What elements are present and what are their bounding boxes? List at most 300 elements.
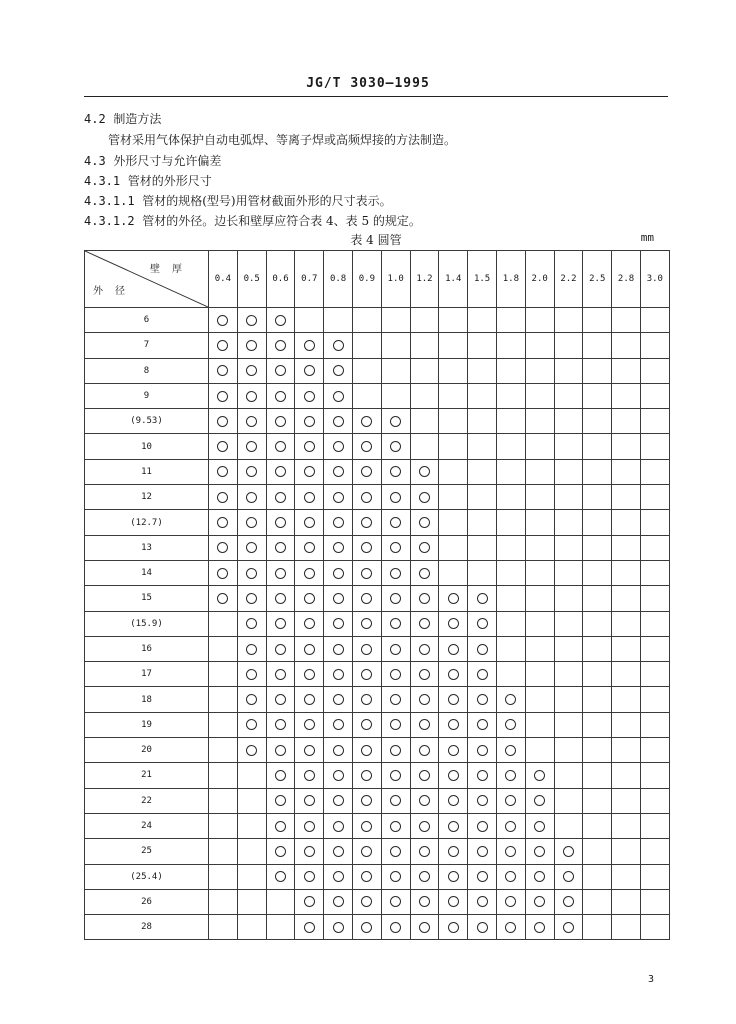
- spec-cell: [468, 662, 497, 687]
- spec-cell: [640, 687, 669, 712]
- available-size-mark: [246, 315, 257, 326]
- spec-cell: [324, 510, 353, 535]
- spec-cell: [352, 510, 381, 535]
- thickness-header: 2.0: [525, 251, 554, 308]
- spec-cell: [410, 662, 439, 687]
- available-size-mark: [333, 618, 344, 629]
- spec-cell: [209, 763, 238, 788]
- spec-cell: [468, 485, 497, 510]
- available-size-mark: [304, 719, 315, 730]
- available-size-mark: [333, 922, 344, 933]
- spec-cell: [525, 662, 554, 687]
- spec-cell: [209, 738, 238, 763]
- available-size-mark: [361, 593, 372, 604]
- available-size-mark: [477, 871, 488, 882]
- available-size-mark: [217, 416, 228, 427]
- spec-cell: [410, 636, 439, 661]
- thickness-header: 0.8: [324, 251, 353, 308]
- spec-cell: [324, 712, 353, 737]
- spec-cell: [439, 333, 468, 358]
- spec-cell: [237, 662, 266, 687]
- spec-cell: [554, 434, 583, 459]
- manufacturing-paragraph: [108, 131, 456, 148]
- thickness-header: 1.8: [496, 251, 525, 308]
- available-size-mark: [275, 618, 286, 629]
- spec-cell: [496, 712, 525, 737]
- spec-cell: [496, 636, 525, 661]
- available-size-mark: [390, 593, 401, 604]
- outer-diameter-cell: (15.9): [85, 611, 209, 636]
- spec-cell: [640, 813, 669, 838]
- spec-cell: [439, 712, 468, 737]
- outer-diameter-cell: 9: [85, 383, 209, 408]
- section-text: 管材的外径。边长和壁厚应符合表 4、表 5 的规定。: [142, 214, 421, 228]
- available-size-mark: [390, 644, 401, 655]
- spec-cell: [352, 358, 381, 383]
- section-4-3-1-2: [84, 212, 421, 229]
- spec-cell: [324, 839, 353, 864]
- spec-cell: [410, 763, 439, 788]
- spec-cell: [209, 535, 238, 560]
- available-size-mark: [217, 365, 228, 376]
- spec-cell: [525, 636, 554, 661]
- spec-cell: [554, 839, 583, 864]
- outer-diameter-cell: 26: [85, 889, 209, 914]
- spec-cell: [295, 586, 324, 611]
- spec-cell: [237, 535, 266, 560]
- available-size-mark: [419, 719, 430, 730]
- available-size-mark: [448, 770, 459, 781]
- spec-cell: [468, 409, 497, 434]
- spec-cell: [209, 687, 238, 712]
- table-row: [85, 485, 670, 510]
- table-row: [85, 560, 670, 585]
- available-size-mark: [304, 416, 315, 427]
- spec-cell: [410, 687, 439, 712]
- spec-cell: [640, 308, 669, 333]
- spec-cell: [410, 308, 439, 333]
- available-size-mark: [419, 618, 430, 629]
- spec-cell: [324, 333, 353, 358]
- spec-cell: [554, 535, 583, 560]
- spec-cell: [640, 763, 669, 788]
- spec-cell: [295, 813, 324, 838]
- available-size-mark: [275, 593, 286, 604]
- available-size-mark: [333, 871, 344, 882]
- spec-cell: [381, 915, 410, 940]
- spec-cell: [352, 738, 381, 763]
- spec-cell: [496, 333, 525, 358]
- spec-cell: [583, 358, 612, 383]
- available-size-mark: [534, 871, 545, 882]
- spec-cell: [496, 763, 525, 788]
- wall-thickness-label: 壁厚: [150, 264, 194, 275]
- spec-cell: [352, 662, 381, 687]
- spec-cell: [583, 738, 612, 763]
- available-size-mark: [448, 922, 459, 933]
- spec-cell: [554, 611, 583, 636]
- spec-cell: [439, 636, 468, 661]
- spec-cell: [439, 434, 468, 459]
- spec-cell: [583, 763, 612, 788]
- spec-cell: [468, 434, 497, 459]
- spec-cell: [381, 687, 410, 712]
- available-size-mark: [505, 846, 516, 857]
- table-row: [85, 535, 670, 560]
- available-size-mark: [275, 568, 286, 579]
- available-size-mark: [275, 821, 286, 832]
- spec-cell: [640, 712, 669, 737]
- spec-cell: [237, 586, 266, 611]
- table-body: [85, 308, 670, 940]
- spec-cell: [381, 333, 410, 358]
- available-size-mark: [304, 492, 315, 503]
- spec-cell: [381, 560, 410, 585]
- available-size-mark: [505, 922, 516, 933]
- spec-cell: [352, 383, 381, 408]
- table-caption: 表 4 圆管: [350, 233, 402, 247]
- table-row: [85, 434, 670, 459]
- spec-cell: [410, 788, 439, 813]
- spec-cell: [612, 611, 641, 636]
- available-size-mark: [505, 821, 516, 832]
- available-size-mark: [390, 542, 401, 553]
- available-size-mark: [390, 694, 401, 705]
- spec-cell: [295, 611, 324, 636]
- spec-cell: [237, 383, 266, 408]
- spec-cell: [640, 409, 669, 434]
- spec-cell: [352, 788, 381, 813]
- spec-cell: [352, 535, 381, 560]
- spec-cell: [612, 763, 641, 788]
- available-size-mark: [304, 871, 315, 882]
- spec-cell: [381, 459, 410, 484]
- spec-cell: [439, 459, 468, 484]
- spec-cell: [410, 813, 439, 838]
- available-size-mark: [333, 365, 344, 376]
- available-size-mark: [477, 593, 488, 604]
- thickness-header: 1.0: [381, 251, 410, 308]
- available-size-mark: [275, 871, 286, 882]
- spec-cell: [237, 864, 266, 889]
- available-size-mark: [390, 795, 401, 806]
- spec-cell: [237, 510, 266, 535]
- available-size-mark: [419, 795, 430, 806]
- available-size-mark: [477, 896, 488, 907]
- spec-cell: [381, 611, 410, 636]
- table-row: [85, 813, 670, 838]
- spec-cell: [352, 459, 381, 484]
- spec-cell: [583, 434, 612, 459]
- available-size-mark: [505, 719, 516, 730]
- available-size-mark: [333, 391, 344, 402]
- spec-cell: [266, 611, 295, 636]
- section-text: 制造方法: [113, 112, 162, 126]
- spec-cell: [237, 839, 266, 864]
- spec-cell: [439, 788, 468, 813]
- available-size-mark: [390, 416, 401, 427]
- spec-cell: [266, 788, 295, 813]
- spec-cell: [295, 510, 324, 535]
- spec-cell: [410, 383, 439, 408]
- spec-cell: [324, 485, 353, 510]
- available-size-mark: [246, 644, 257, 655]
- available-size-mark: [361, 846, 372, 857]
- spec-cell: [583, 788, 612, 813]
- spec-cell: [237, 889, 266, 914]
- section-4-3: [84, 152, 221, 169]
- available-size-mark: [448, 694, 459, 705]
- spec-cell: [439, 611, 468, 636]
- available-size-mark: [563, 846, 574, 857]
- spec-cell: [410, 434, 439, 459]
- spec-cell: [381, 636, 410, 661]
- spec-cell: [496, 510, 525, 535]
- table-row: [85, 586, 670, 611]
- table-row: [85, 687, 670, 712]
- spec-cell: [237, 409, 266, 434]
- available-size-mark: [390, 568, 401, 579]
- spec-cell: [295, 763, 324, 788]
- available-size-mark: [361, 821, 372, 832]
- available-size-mark: [275, 365, 286, 376]
- spec-cell: [410, 915, 439, 940]
- spec-cell: [583, 864, 612, 889]
- available-size-mark: [275, 745, 286, 756]
- spec-cell: [612, 358, 641, 383]
- available-size-mark: [361, 542, 372, 553]
- available-size-mark: [333, 416, 344, 427]
- spec-cell: [352, 712, 381, 737]
- available-size-mark: [390, 745, 401, 756]
- spec-cell: [525, 485, 554, 510]
- outer-diameter-cell: (12.7): [85, 510, 209, 535]
- table-row: [85, 409, 670, 434]
- available-size-mark: [246, 492, 257, 503]
- available-size-mark: [448, 846, 459, 857]
- spec-cell: [324, 611, 353, 636]
- available-size-mark: [361, 896, 372, 907]
- spec-cell: [468, 763, 497, 788]
- spec-cell: [496, 409, 525, 434]
- spec-cell: [237, 485, 266, 510]
- section-4-2: [84, 110, 161, 127]
- available-size-mark: [246, 466, 257, 477]
- spec-cell: [439, 383, 468, 408]
- spec-cell: [468, 813, 497, 838]
- available-size-mark: [304, 441, 315, 452]
- spec-cell: [352, 434, 381, 459]
- spec-cell: [352, 636, 381, 661]
- spec-cell: [237, 560, 266, 585]
- spec-cell: [554, 813, 583, 838]
- available-size-mark: [419, 694, 430, 705]
- thickness-header: 0.5: [237, 251, 266, 308]
- spec-cell: [525, 813, 554, 838]
- spec-cell: [352, 915, 381, 940]
- spec-cell: [612, 409, 641, 434]
- spec-cell: [209, 459, 238, 484]
- available-size-mark: [419, 821, 430, 832]
- spec-cell: [583, 687, 612, 712]
- available-size-mark: [505, 896, 516, 907]
- spec-cell: [554, 485, 583, 510]
- available-size-mark: [246, 340, 257, 351]
- available-size-mark: [246, 568, 257, 579]
- spec-cell: [209, 485, 238, 510]
- spec-cell: [439, 510, 468, 535]
- spec-cell: [209, 839, 238, 864]
- spec-cell: [410, 459, 439, 484]
- spec-cell: [381, 510, 410, 535]
- spec-cell: [640, 889, 669, 914]
- spec-cell: [612, 788, 641, 813]
- available-size-mark: [246, 542, 257, 553]
- available-size-mark: [448, 719, 459, 730]
- available-size-mark: [275, 466, 286, 477]
- spec-cell: [381, 813, 410, 838]
- available-size-mark: [275, 416, 286, 427]
- available-size-mark: [275, 669, 286, 680]
- available-size-mark: [304, 669, 315, 680]
- round-tube-spec-table: [84, 250, 670, 940]
- spec-cell: [266, 409, 295, 434]
- spec-cell: [612, 738, 641, 763]
- available-size-mark: [390, 669, 401, 680]
- spec-cell: [612, 535, 641, 560]
- available-size-mark: [477, 745, 488, 756]
- available-size-mark: [275, 770, 286, 781]
- spec-cell: [266, 535, 295, 560]
- available-size-mark: [217, 593, 228, 604]
- outer-diameter-cell: 12: [85, 485, 209, 510]
- outer-diameter-cell: 19: [85, 712, 209, 737]
- spec-cell: [640, 864, 669, 889]
- spec-cell: [295, 560, 324, 585]
- table-row: [85, 662, 670, 687]
- spec-cell: [381, 839, 410, 864]
- available-size-mark: [361, 441, 372, 452]
- spec-cell: [352, 611, 381, 636]
- spec-cell: [381, 788, 410, 813]
- spec-cell: [237, 636, 266, 661]
- standard-number-header: JG/T 3030—1995: [306, 76, 430, 91]
- available-size-mark: [304, 340, 315, 351]
- outer-diameter-cell: (9.53): [85, 409, 209, 434]
- spec-cell: [496, 813, 525, 838]
- available-size-mark: [275, 441, 286, 452]
- available-size-mark: [333, 745, 344, 756]
- available-size-mark: [534, 770, 545, 781]
- thickness-header: 2.2: [554, 251, 583, 308]
- available-size-mark: [361, 795, 372, 806]
- spec-cell: [237, 712, 266, 737]
- header-rule: [84, 96, 668, 97]
- spec-cell: [209, 813, 238, 838]
- spec-cell: [237, 434, 266, 459]
- spec-cell: [266, 459, 295, 484]
- spec-cell: [612, 687, 641, 712]
- spec-cell: [554, 308, 583, 333]
- available-size-mark: [477, 694, 488, 705]
- spec-cell: [410, 712, 439, 737]
- available-size-mark: [419, 922, 430, 933]
- spec-cell: [266, 839, 295, 864]
- spec-cell: [525, 586, 554, 611]
- spec-cell: [640, 662, 669, 687]
- available-size-mark: [246, 593, 257, 604]
- spec-cell: [209, 611, 238, 636]
- spec-cell: [640, 915, 669, 940]
- spec-cell: [381, 864, 410, 889]
- spec-cell: [410, 485, 439, 510]
- available-size-mark: [304, 922, 315, 933]
- spec-cell: [496, 788, 525, 813]
- table-row: [85, 788, 670, 813]
- available-size-mark: [448, 745, 459, 756]
- available-size-mark: [275, 542, 286, 553]
- available-size-mark: [304, 694, 315, 705]
- spec-cell: [209, 308, 238, 333]
- available-size-mark: [505, 694, 516, 705]
- spec-cell: [496, 560, 525, 585]
- spec-cell: [468, 788, 497, 813]
- spec-cell: [209, 333, 238, 358]
- section-text: 管材的规格(型号)用管材截面外形的尺寸表示。: [142, 194, 392, 208]
- spec-cell: [554, 333, 583, 358]
- available-size-mark: [390, 871, 401, 882]
- available-size-mark: [505, 871, 516, 882]
- spec-cell: [295, 864, 324, 889]
- spec-cell: [352, 409, 381, 434]
- spec-cell: [352, 485, 381, 510]
- spec-cell: [525, 409, 554, 434]
- spec-cell: [554, 763, 583, 788]
- available-size-mark: [419, 466, 430, 477]
- outer-diameter-cell: 28: [85, 915, 209, 940]
- spec-cell: [525, 560, 554, 585]
- spec-cell: [612, 864, 641, 889]
- available-size-mark: [505, 745, 516, 756]
- spec-cell: [439, 485, 468, 510]
- spec-cell: [554, 712, 583, 737]
- available-size-mark: [246, 719, 257, 730]
- spec-cell: [525, 889, 554, 914]
- spec-cell: [525, 358, 554, 383]
- spec-cell: [266, 738, 295, 763]
- spec-cell: [468, 510, 497, 535]
- spec-cell: [554, 636, 583, 661]
- outer-diameter-cell: (25.4): [85, 864, 209, 889]
- spec-cell: [583, 409, 612, 434]
- spec-cell: [554, 738, 583, 763]
- spec-cell: [324, 358, 353, 383]
- table-row: [85, 889, 670, 914]
- available-size-mark: [448, 896, 459, 907]
- spec-cell: [496, 308, 525, 333]
- spec-cell: [295, 738, 324, 763]
- spec-cell: [612, 510, 641, 535]
- corner-header-cell: [85, 251, 209, 308]
- available-size-mark: [246, 694, 257, 705]
- available-size-mark: [304, 770, 315, 781]
- available-size-mark: [390, 846, 401, 857]
- table-row: [85, 738, 670, 763]
- spec-cell: [496, 485, 525, 510]
- spec-cell: [266, 662, 295, 687]
- spec-cell: [209, 788, 238, 813]
- available-size-mark: [390, 517, 401, 528]
